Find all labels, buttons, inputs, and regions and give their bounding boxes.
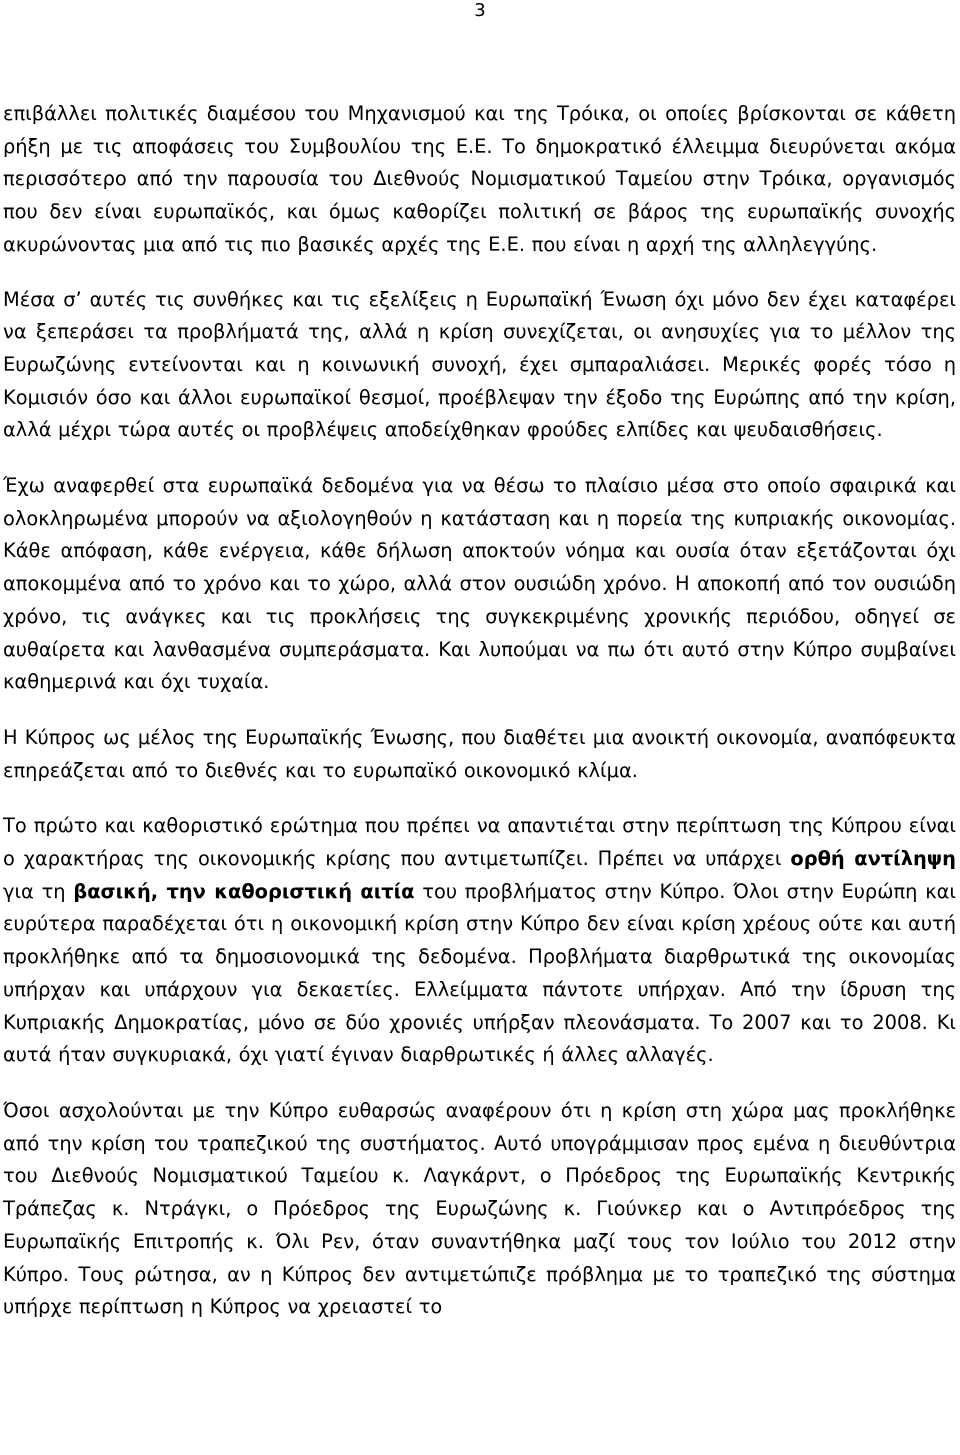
document-body (3, 98, 956, 1347)
bold-phrase-correct-perception: ορθή αντίληψη (790, 847, 956, 871)
paragraph-4 (3, 722, 956, 787)
paragraph-text: Μέσα σ’ αυτές τις συνθήκες και τις εξελίξεις η Ευρωπαϊκή Ένωση όχι μόνο δεν έχει καταφέρει να ξεπεράσει τα προβλήματά της, αλλά η κρίση συνεχίζεται, οι ανησυχίες για το μέλλον της Ευρωζώνης εντείνονται και η κοινωνική συνοχή, έχει σμπαραλιάσει. Μερικές φορές τόσο η Κομισιόν όσο και άλλοι ευρωπαϊκοί θεσμοί, προέβλεψαν την έξοδο της Ευρώπης από την κρίση, αλλά μέχρι τώρα αυτές οι προβλέψεις αποδείχθηκαν φρούδες ελπίδες και ψευδαισθήσεις. (3, 287, 956, 442)
bold-phrase-basic-cause: βασική, την καθοριστική αιτία (73, 879, 415, 903)
paragraph-text: Το πρώτο και καθοριστικό ερώτημα που πρέπει να απαντιέται στην περίπτωση της Κύπρου είναι ο χαρακτήρας της οικονομικής κρίσης που αντιμετωπίζει. Πρέπει να υπάρχει (3, 814, 956, 871)
paragraph-text: Έχω αναφερθεί στα ευρωπαϊκά δεδομένα για να θέσω το πλαίσιο μέσα στο οποίο σφαιρικά και ολοκληρωμένα μπορούν να αξιολογηθούν η κατάσταση και η πορεία της κυπριακής οικονομίας. Κάθε απόφαση, κάθε ενέργεια, κάθε δήλωση αποκτούν νόημα και ουσία όταν εξετάζονται όχι αποκομμένα από το χρόνο και το χώρο, αλλά στον ουσιώδη χρόνο. Η αποκοπή από τον ουσιώδη χρόνο, τις ανάγκες και τις προκλήσεις της συγκεκριμένης χρονικής περιόδου, οδηγεί σε αυθαίρετα και λανθασμένα συμπεράσματα. Και λυπούμαι να πω ότι αυτό στην Κύπρο συμβαίνει καθημερινά και όχι τυχαία. (3, 474, 956, 694)
page-number: 3 (474, 0, 486, 21)
paragraph-text: του προβλήματος στην Κύπρο. Όλοι στην Ευρώπη και ευρύτερα παραδέχεται ότι η οικονομική κρίση στην Κύπρο δεν είναι κρίση χρέους ούτε και αυτή προκλήθηκε από τα δημοσιονομικά της δεδομένα. Προβλήματα διαρθρωτικά της οικονομίας υπήρχαν και υπάρχουν για δεκαετίες. Ελλείμματα πάντοτε υπήρχαν. Από την ίδρυση της Κυπριακής Δημοκρατίας, μόνο σε δύο χρονιές υπήρξαν πλεονάσματα. Το 2007 και το 2008. Κι αυτά ήταν συγκυριακά, όχι γιατί έγιναν διαρθρωτικές ή άλλες αλλαγές. (3, 879, 956, 1067)
paragraph-text: επιβάλλει πολιτικές διαμέσου του Μηχανισμού και της Τρόικα, οι οποίες βρίσκονται σε κάθετη ρήξη με τις αποφάσεις του Συμβουλίου της Ε.Ε. Το δημοκρατικό έλλειμμα διευρύνεται ακόμα περισσότερο από την παρουσία του Διεθνούς Νομισματικού Ταμείου στην Τρόικα, οργανισμός που δεν είναι ευρωπαϊκός, και όμως καθορίζει πολιτική σε βάρος της ευρωπαϊκής συνοχής ακυρώνοντας μια από τις πιο βασικές αρχές της Ε.Ε. που είναι η αρχή της αλληλεγγύης. (3, 102, 956, 256)
paragraph-1 (3, 98, 956, 262)
paragraph-text: για τη (3, 879, 74, 903)
paragraph-text: Όσοι ασχολούνται με την Κύπρο ευθαρσώς αναφέρουν ότι η κρίση στη χώρα μας προκλήθηκε από την κρίση του τραπεζικού της συστήματος. Αυτό υπογράμμισαν προς εμένα η διευθύντρια του Διεθνούς Νομισματικού Ταμείου κ. Λαγκάρντ, ο Πρόεδρος της Ευρωπαϊκής Κεντρικής Τράπεζας κ. Ντράγκι, ο Πρόεδρος της Ευρωζώνης κ. Γιούνκερ και ο Αντιπρόεδρος της Ευρωπαϊκής Επιτροπής κ. Όλι Ρεν, όταν συναντήθηκα μαζί τους τον Ιούλιο του 2012 στην Κύπρο. Τους ρώτησα, αν η Κύπρος δεν αντιμετώπιζε πρόβλημα με το τραπεζικό της σύστημα υπήρχε περίπτωση η Κύπρος να χρειαστεί το (3, 1098, 956, 1319)
paragraph-2 (3, 284, 956, 448)
paragraph-text: Η Κύπρος ως μέλος της Ευρωπαϊκής Ένωσης, που διαθέτει μια ανοικτή οικονομία, αναπόφευκτα επηρεάζεται από το διεθνές και το ευρωπαϊκό οικονομικό κλίμα. (3, 725, 956, 782)
paragraph-6 (3, 1095, 956, 1324)
paragraph-3 (3, 470, 956, 699)
paragraph-5 (3, 810, 956, 1072)
